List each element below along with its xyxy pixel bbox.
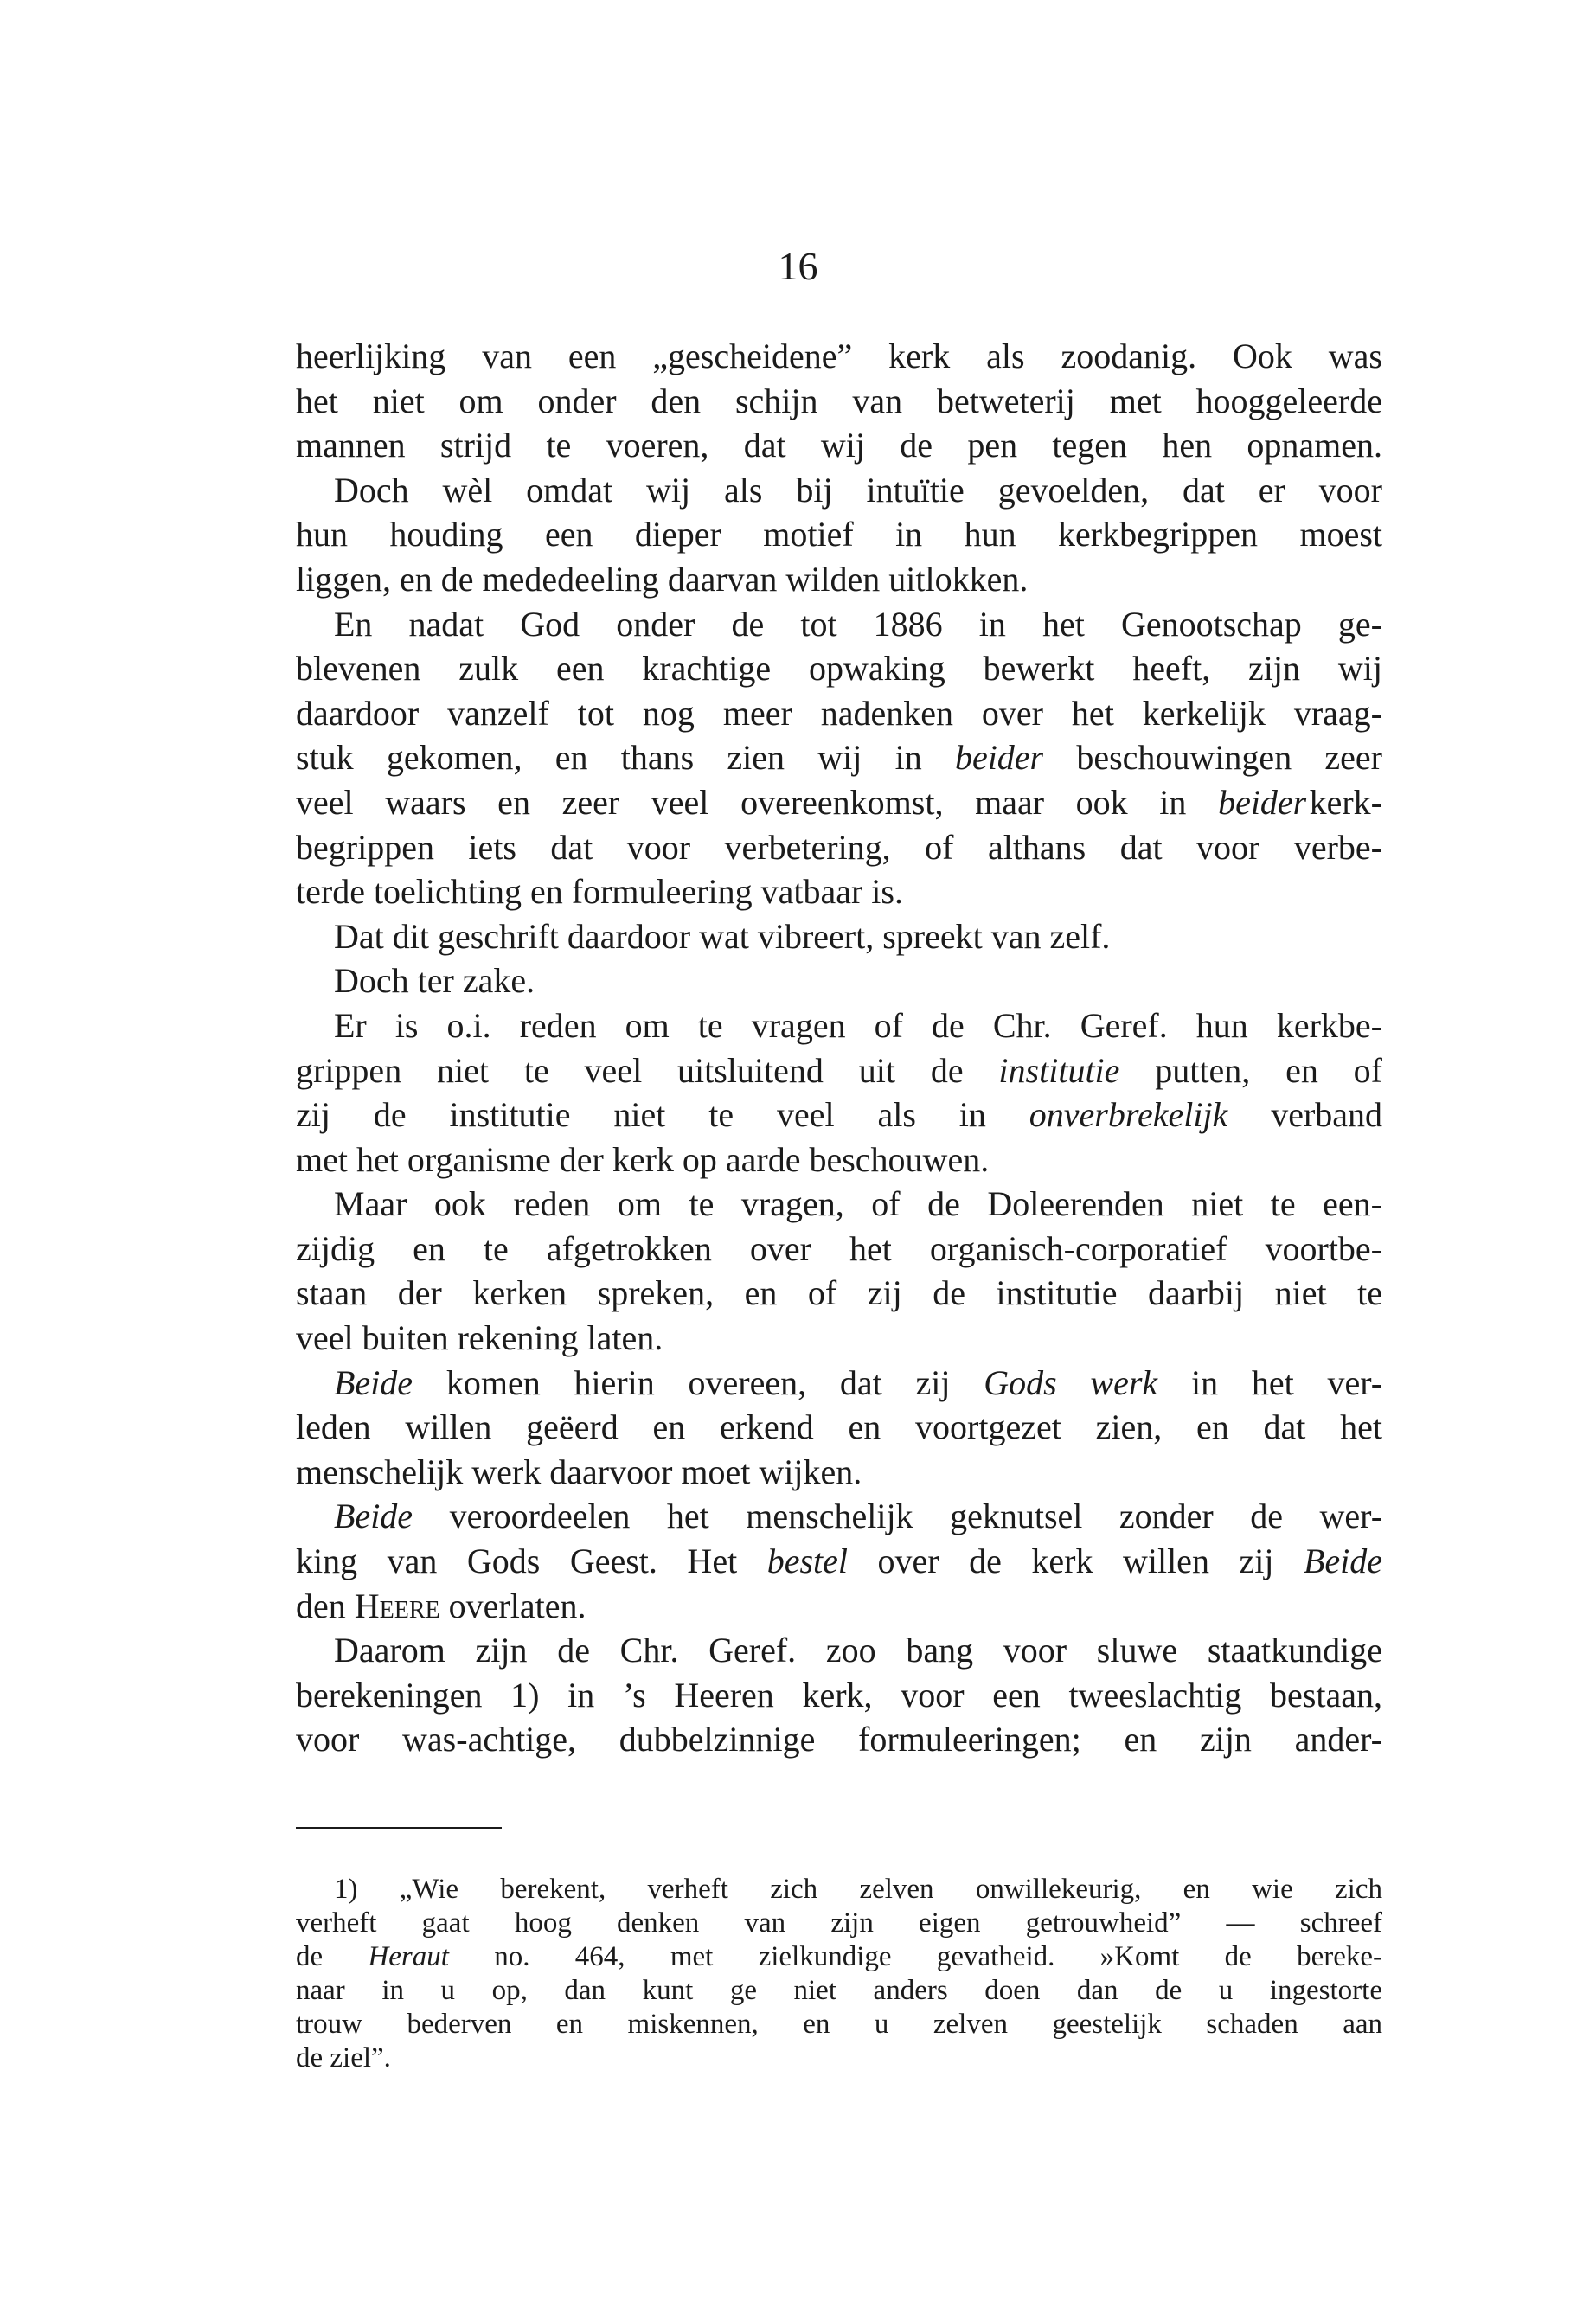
text-line: zijdig en te afgetrokken over het organisch-corporatief voortbe- [296,1228,1382,1268]
text-run: over de kerk willen zij [877,1541,1274,1581]
text-line: blevenen zulk een krachtige opwaking bewerkt heeft, zijn wij [296,649,1382,689]
text-line: leden willen geëerd en erkend en voortgezet zien, en dat het [296,1407,1382,1447]
footnote-line: trouw bederven en miskennen, en u zelven geestelijk schaden aan [296,2009,1382,2040]
text-line: Doch wèl omdat wij als bij intuïtie gevoelden, dat er voor [334,470,1382,510]
text-line: met het organisme der kerk op aarde beschouwen. [296,1139,990,1179]
emphasis-text: institutie [998,1050,1120,1090]
text-line: mannen strijd te voeren, dat wij de pen tegen hen opnamen. [296,426,1382,465]
emphasis-text: bestel [766,1541,849,1581]
text-run: overlaten. [448,1586,586,1625]
text-line: menschelijk werk daarvoor moet wijken. [296,1452,862,1491]
text-run: den [296,1586,346,1625]
text-line [296,1539,1382,1584]
text-line: Daarom zijn de Chr. Geref. zoo bang voor sluwe staatkundige [334,1631,1382,1670]
text-run: in het ver- [1190,1362,1383,1402]
text-run: veel waars en zeer veel overeenkomst, maar ook in [296,782,1187,822]
body-text [296,334,1382,1762]
text-run: king van Gods Geest. Het [296,1541,738,1581]
footnote-line: 1) „Wie berekent, verheft zich zelven onwillekeurig, en wie zich [334,1874,1382,1905]
emphasis-text: onverbrekelijk [1029,1095,1228,1135]
small-caps-text: Heere [354,1586,440,1625]
text-run: komen hierin overeen, dat zij [445,1362,951,1402]
footnote-line: de ziel”. [296,2042,391,2073]
text-line [296,1093,1382,1138]
text-run: grippen niet te veel uitsluitend uit de [296,1050,964,1090]
text-line: begrippen iets dat voor verbetering, of althans dat voor verbe- [296,827,1382,867]
text-run: no. 464, met zielkundige gevatheid. »Komt de bereke- [494,1941,1382,1972]
emphasis-text: Beide [334,1497,413,1536]
text-run: verband [1271,1095,1383,1135]
emphasis-text: beider [1218,782,1307,822]
text-run: de [296,1941,324,1972]
emphasis-text: beider [954,738,1044,778]
page-number: 16 [778,244,818,288]
text-line: Maar ook reden om te vragen, of de Doleerenden niet te een- [334,1184,1382,1224]
text-line: Doch ter zake. [334,961,535,1001]
footnotes [296,1873,1382,2075]
text-line: berekeningen 1) in ’s Heeren kerk, voor een tweeslachtig bestaan, [296,1675,1382,1715]
text-line [296,1048,1382,1093]
emphasis-text: Beide [334,1362,413,1402]
footnote-line [296,1940,1382,1974]
emphasis-text: Gods werk [984,1362,1158,1402]
text-run: kerk- [1309,782,1382,822]
text-line: terde toelichting en formuleering vatbaar is. [296,872,903,912]
footnote-rule [296,1827,502,1829]
text-run: beschouwingen zeer [1076,738,1382,778]
text-run: stuk gekomen, en thans zien wij in [296,738,922,778]
text-line: voor was-achtige, dubbelzinnige formuleeringen; en zijn ander- [296,1720,1382,1759]
text-line [296,1584,1382,1629]
text-line: hun houding een dieper motief in hun kerkbegrippen moest [296,515,1382,554]
footnote-line: verheft gaat hoog denken van zijn eigen getrouwheid” — schreef [296,1907,1382,1939]
text-line: liggen, en de mededeeling daarvan wilden uitlokken. [296,559,1029,599]
text-line [296,780,1382,825]
text-line: daardoor vanzelf tot nog meer nadenken over het kerkelijk vraag- [296,693,1382,733]
text-line: En nadat God onder de tot 1886 in het Genootschap ge- [334,604,1382,644]
text-line: heerlijking van een „gescheidene” kerk als zoodanig. Ook was [296,336,1382,375]
text-line: Dat dit geschrift daardoor wat vibreert, spreekt van zelf. [334,916,1111,956]
text-line [296,1494,1382,1539]
text-line: staan der kerken spreken, en of zij de institutie daarbij niet te [296,1273,1382,1313]
footnote-line: naar in u op, dan kunt ge niet anders doen dan de u ingestorte [296,1975,1382,2006]
text-line: Er is o.i. reden om te vragen of de Chr. Geref. hun kerkbe- [334,1005,1382,1045]
text-run: zij de institutie niet te veel als in [296,1095,986,1135]
emphasis-text: Heraut [368,1941,449,1972]
text-line [296,735,1382,780]
text-run: veroordeelen het menschelijk geknutsel zonder de wer- [449,1497,1383,1536]
text-line: het niet om onder den schijn van betweterij met hooggeleerde [296,381,1382,420]
text-line [296,1361,1382,1406]
emphasis-text: Beide [1303,1541,1383,1581]
text-line: veel buiten rekening laten. [296,1318,663,1358]
text-run: putten, en of [1155,1050,1383,1090]
